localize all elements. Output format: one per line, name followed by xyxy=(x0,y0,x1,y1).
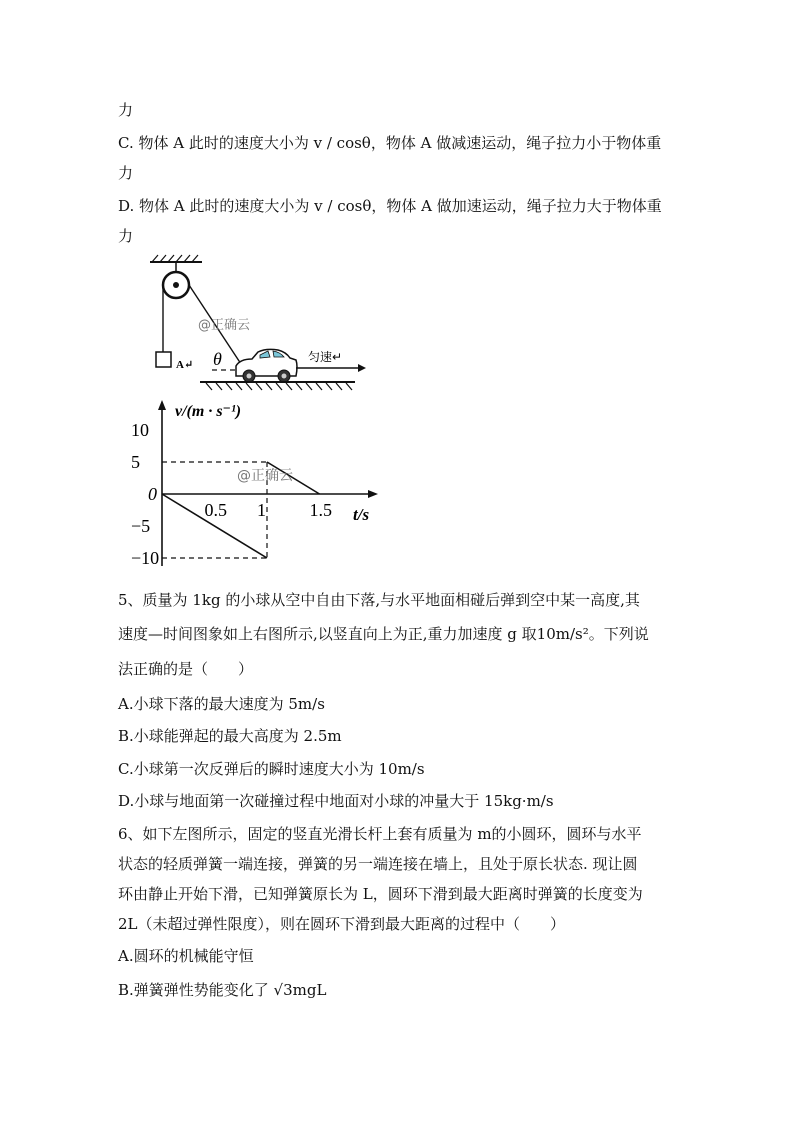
y-axis-label: v/(m · s⁻¹) xyxy=(175,403,242,420)
question6-line-4: 2L（未超过弹性限度），则在圆环下滑到最大距离的过程中（ ） xyxy=(118,915,566,933)
question6-line-3: 环由静止开始下滑，已知弹簧原长为 L，圆环下滑到最大距离时弹簧的长度变为 xyxy=(118,885,643,903)
question5-line-3: 法正确的是（ ） xyxy=(118,660,254,678)
x-tick-label: 0.5 xyxy=(204,500,227,520)
y-tick-label: 5 xyxy=(131,452,140,472)
option-5a: A.小球下落的最大速度为 5m/s xyxy=(118,695,325,713)
text-line-4: D. 物体 A 此时的速度大小为 v / cosθ，物体 A 做加速运动，绳子拉力大于物体重 xyxy=(118,197,662,215)
x-axis-label: t/s xyxy=(353,505,370,524)
question5-line-2: 速度—时间图象如上右图所示,以竖直向上为正,重力加速度 g 取10m/s²。下列说 xyxy=(118,625,649,643)
origin-label: 0 xyxy=(148,484,157,504)
velocity-time-chart xyxy=(125,394,390,578)
text-line-2: C. 物体 A 此时的速度大小为 v / cosθ，物体 A 做减速运动，绳子拉力小于物体重 xyxy=(118,134,662,152)
option-6b: B.弹簧弹性势能变化了 √3mgL xyxy=(118,981,327,999)
y-tick-label: −5 xyxy=(131,516,151,536)
x-tick-label: 1.5 xyxy=(309,500,332,520)
question6-line-2: 状态的轻质弹簧一端连接，弹簧的另一端连接在墙上，且处于原长状态. 现让圆 xyxy=(118,855,638,873)
question6-line-1: 6、如下左图所示，固定的竖直光滑长杆上套有质量为 m的小圆环，圆环与水平 xyxy=(118,825,642,843)
y-tick-label: 10 xyxy=(131,420,149,440)
angle-label: θ xyxy=(213,349,222,369)
watermark: @正确云 xyxy=(198,318,251,333)
motion-label: 匀速↵ xyxy=(308,350,343,364)
x-tick-label: 1 xyxy=(257,500,266,520)
block-label: A↵ xyxy=(176,359,194,371)
y-tick-label: −10 xyxy=(131,548,160,568)
option-5d: D.小球与地面第一次碰撞过程中地面对小球的冲量大于 15kg·m/s xyxy=(118,792,554,810)
option-5c: C.小球第一次反弹后的瞬时速度大小为 10m/s xyxy=(118,760,425,778)
question5-line-1: 5、质量为 1kg 的小球从空中自由下落,与水平地面相碰后弹到空中某一高度,其 xyxy=(118,591,640,609)
pulley-car-figure xyxy=(140,252,370,394)
option-5b: B.小球能弹起的最大高度为 2.5m xyxy=(118,727,342,745)
text-line-3: 力 xyxy=(118,164,134,182)
text-line-1: 力 xyxy=(118,101,134,119)
text-line-5: 力 xyxy=(118,227,134,245)
chart-watermark: @正确云 xyxy=(237,468,293,484)
option-6a: A.圆环的机械能守恒 xyxy=(118,947,254,965)
